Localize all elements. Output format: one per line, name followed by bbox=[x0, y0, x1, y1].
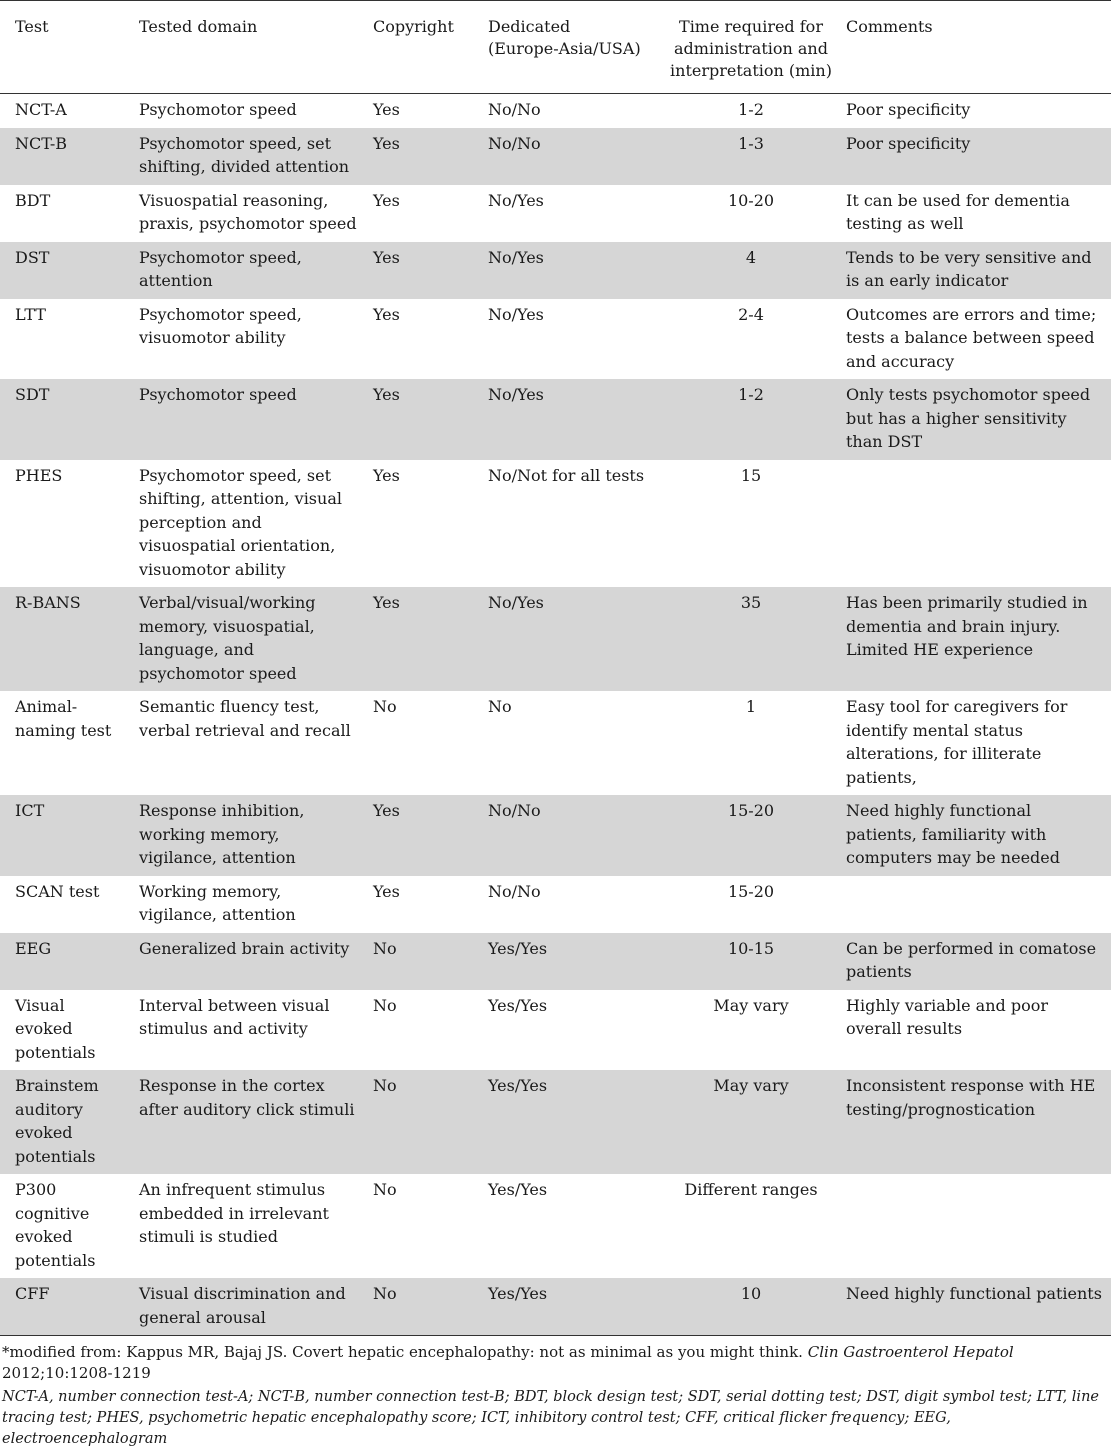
cell-domain: Generalized brain activity bbox=[133, 933, 367, 990]
cell-dedicated: No/No bbox=[482, 128, 662, 185]
cell-comments: Can be performed in comatose patients bbox=[840, 933, 1111, 990]
cell-copyright: Yes bbox=[367, 128, 482, 185]
cell-domain: Psychomotor speed, visuomotor ability bbox=[139, 304, 302, 347]
cell-dedicated: No/Not for all tests bbox=[488, 465, 645, 485]
cell-time: 2-4 bbox=[738, 304, 764, 324]
cell-comments: Poor specificity bbox=[840, 128, 1111, 185]
cell-comments: Has been primarily studied in dementia and brain injury. Limited HE experience bbox=[840, 587, 1111, 691]
cell-test: DST bbox=[0, 242, 133, 299]
cell-comments: Outcomes are errors and time; tests a balance between speed and accuracy bbox=[846, 304, 1097, 371]
cell-domain: Psychomotor speed bbox=[133, 379, 367, 460]
table-row bbox=[0, 691, 1111, 795]
cell-comments: Easy tool for caregivers for identify mental status alterations, for illiterate patients, bbox=[846, 697, 1068, 787]
table-row bbox=[0, 1278, 1111, 1336]
cell-time: 10 bbox=[662, 1278, 840, 1336]
cell-test: R-BANS bbox=[0, 587, 133, 691]
cell-copyright: Yes bbox=[373, 304, 400, 324]
cell-test: ICT bbox=[0, 795, 133, 876]
cell-comments: It can be used for dementia testing as well bbox=[846, 190, 1070, 233]
cell-dedicated: Yes/Yes bbox=[482, 933, 662, 990]
cell-test: P300 cognitive evoked potentials bbox=[15, 1180, 96, 1270]
cell-domain: Psychomotor speed, set shifting, divided attention bbox=[133, 128, 367, 185]
header-time: Time required for administration and interpretation (min) bbox=[662, 1, 840, 94]
cell-copyright: No bbox=[367, 1278, 482, 1336]
cell-dedicated: Yes/Yes bbox=[482, 1070, 662, 1174]
cell-copyright: Yes bbox=[373, 881, 400, 901]
cell-comments: Inconsistent response with HE testing/prognostication bbox=[840, 1070, 1111, 1174]
header-dedicated-label: Dedicated bbox=[488, 17, 571, 36]
cell-comments: Poor specificity bbox=[846, 100, 971, 119]
cell-time: May vary bbox=[662, 1070, 840, 1174]
table-row bbox=[0, 242, 1111, 299]
table-row bbox=[0, 795, 1111, 876]
header-dedicated bbox=[482, 1, 662, 94]
cell-copyright: No bbox=[367, 933, 482, 990]
cell-domain: Working memory, vigilance, attention bbox=[139, 881, 296, 924]
cell-test: NCT-B bbox=[0, 128, 133, 185]
table-row bbox=[0, 379, 1111, 460]
cell-comments: Only tests psychomotor speed but has a higher sensitivity than DST bbox=[840, 379, 1111, 460]
cell-comments: Tends to be very sensitive and is an early indicator bbox=[840, 242, 1111, 299]
cell-test: BDT bbox=[15, 190, 51, 210]
footnote-prefix: *modified from: Kappus MR, Bajaj JS. Covert hepatic encephalopathy: not as minimal as you might think. bbox=[2, 1343, 803, 1361]
cell-comments: Need highly functional patients, familiarity with computers may be needed bbox=[840, 795, 1111, 876]
cell-test: CFF bbox=[0, 1278, 133, 1336]
cell-copyright: Yes bbox=[367, 795, 482, 876]
cell-domain: Psychomotor speed bbox=[139, 100, 297, 119]
cell-domain: Visuospatial reasoning, praxis, psychomotor speed bbox=[139, 190, 357, 233]
table-notes bbox=[0, 1336, 1111, 1450]
cell-domain: Verbal/visual/working memory, visuospatial, language, and psychomotor speed bbox=[133, 587, 367, 691]
cell-time: May vary bbox=[713, 995, 789, 1015]
cell-time: 1-2 bbox=[738, 100, 764, 119]
cell-dedicated: No/Yes bbox=[482, 587, 662, 691]
abbreviations: NCT-A, number connection test-A; NCT-B, number connection test-B; BDT, block design test; SDT, serial dotting test; DST, digit symbol test; LTT, line tracing test; PHES, psychometric hepatic encephalopathy score; ICT, inhibitory control test; CFF, critical flicker frequency; EEG, electroencephalogram bbox=[2, 1389, 1099, 1447]
cell-time: 1 bbox=[745, 697, 757, 716]
cell-copyright: No bbox=[367, 1070, 482, 1174]
cell-test: PHES bbox=[15, 465, 63, 485]
cell-domain: Psychomotor speed, set shifting, attention, visual perception and visuospatial orientation, visuomotor ability bbox=[139, 465, 342, 579]
cell-domain: Semantic fluency test, verbal retrieval and recall bbox=[139, 697, 351, 740]
cell-domain: Visual discrimination and general arousal bbox=[133, 1278, 367, 1336]
cell-domain: Response inhibition, working memory, vigilance, attention bbox=[133, 795, 367, 876]
cell-copyright: Yes bbox=[373, 100, 400, 119]
cell-time: Different ranges bbox=[684, 1180, 818, 1199]
cell-time: 10-15 bbox=[662, 933, 840, 990]
cell-dedicated: Yes/Yes bbox=[488, 995, 548, 1015]
cell-copyright: No bbox=[373, 995, 397, 1015]
cell-time: 10-20 bbox=[727, 190, 775, 210]
cell-dedicated: Yes/Yes bbox=[488, 1180, 548, 1199]
table-header bbox=[0, 1, 1111, 94]
footnote-journal: Clin Gastroenterol Hepatol bbox=[807, 1343, 1014, 1361]
table-row bbox=[0, 1174, 1111, 1278]
cell-test: EEG bbox=[0, 933, 133, 990]
cell-domain: An infrequent stimulus embedded in irrelevant stimuli is studied bbox=[139, 1180, 329, 1246]
table-row bbox=[0, 990, 1111, 1071]
cell-domain: Response in the cortex after auditory click stimuli bbox=[133, 1070, 367, 1174]
cell-dedicated: No/No bbox=[488, 881, 541, 901]
table-row bbox=[0, 933, 1111, 990]
cell-copyright: Yes bbox=[367, 587, 482, 691]
table-row bbox=[0, 94, 1111, 128]
cell-copyright: No bbox=[373, 697, 397, 716]
footnote bbox=[2, 1342, 1111, 1383]
table-row bbox=[0, 587, 1111, 691]
cell-test: LTT bbox=[15, 304, 46, 324]
cell-dedicated: No bbox=[488, 697, 512, 716]
header-test: Test bbox=[0, 1, 133, 94]
header-comments: Comments bbox=[840, 1, 1111, 94]
cell-comments bbox=[840, 1174, 1111, 1278]
cell-time: 15-20 bbox=[662, 795, 840, 876]
table-body bbox=[0, 94, 1111, 1336]
cell-dedicated: No/No bbox=[482, 795, 662, 876]
cell-copyright: Yes bbox=[373, 465, 400, 485]
table-row bbox=[0, 185, 1111, 242]
cell-dedicated: No/Yes bbox=[482, 379, 662, 460]
header-domain: Tested domain bbox=[133, 1, 367, 94]
cell-copyright: No bbox=[373, 1180, 397, 1199]
cell-dedicated: No/No bbox=[488, 100, 541, 119]
table-row bbox=[0, 876, 1111, 933]
footnote-suffix: 2012;10:1208-1219 bbox=[2, 1363, 151, 1382]
cell-copyright: Yes bbox=[367, 242, 482, 299]
table-row bbox=[0, 299, 1111, 380]
cell-test: SCAN test bbox=[15, 881, 100, 901]
cell-test: Visual evoked potentials bbox=[15, 995, 96, 1062]
cell-copyright: Yes bbox=[373, 190, 400, 210]
table-row bbox=[0, 128, 1111, 185]
cell-time: 4 bbox=[662, 242, 840, 299]
cell-dedicated: No/Yes bbox=[482, 242, 662, 299]
cell-domain: Psychomotor speed, attention bbox=[133, 242, 367, 299]
cell-dedicated: No/Yes bbox=[488, 304, 544, 324]
cell-test: SDT bbox=[0, 379, 133, 460]
cell-copyright: Yes bbox=[367, 379, 482, 460]
table-row bbox=[0, 460, 1111, 588]
cell-time: 15-20 bbox=[727, 881, 775, 901]
table-row bbox=[0, 1070, 1111, 1174]
cell-comments: Highly variable and poor overall results bbox=[846, 995, 1048, 1038]
cell-test: NCT-A bbox=[15, 100, 67, 119]
cell-dedicated: Yes/Yes bbox=[482, 1278, 662, 1336]
cell-time: 1-2 bbox=[662, 379, 840, 460]
cell-domain: Interval between visual stimulus and activity bbox=[139, 995, 330, 1038]
cell-time: 15 bbox=[740, 465, 762, 485]
cell-comments: Need highly functional patients bbox=[840, 1278, 1111, 1336]
cell-comments bbox=[840, 460, 1111, 588]
cell-comments bbox=[840, 876, 1111, 933]
header-copyright: Copyright bbox=[367, 1, 482, 94]
cell-test: Brainstem auditory evoked potentials bbox=[0, 1070, 133, 1174]
cell-dedicated: No/Yes bbox=[488, 190, 544, 210]
header-dedicated-sub: (Europe-Asia/USA) bbox=[488, 39, 641, 58]
cell-time: 35 bbox=[662, 587, 840, 691]
cell-test: Animal-naming test bbox=[15, 697, 112, 740]
cell-time: 1-3 bbox=[662, 128, 840, 185]
